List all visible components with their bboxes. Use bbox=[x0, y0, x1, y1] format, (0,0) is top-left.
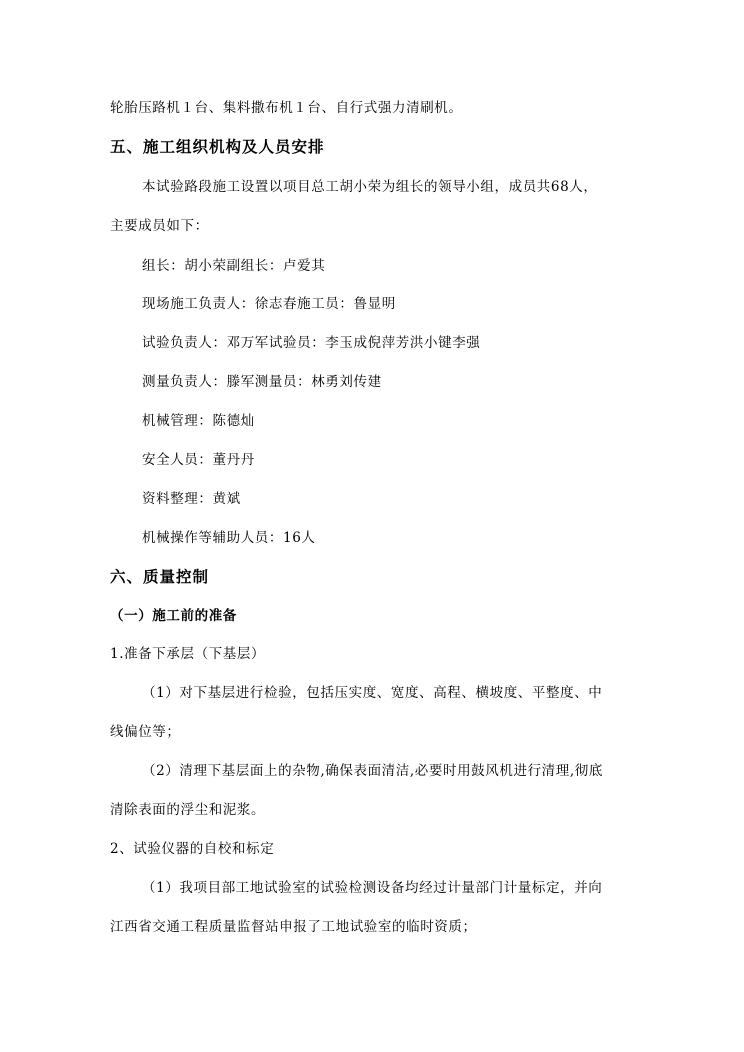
text-line: 现场施工负责人：徐志春施工员：鲁显明 bbox=[142, 296, 396, 312]
text-line: 主要成员如下： bbox=[110, 218, 209, 234]
text-line: 安全人员：董丹丹 bbox=[142, 452, 255, 468]
text-line: 线偏位等； bbox=[110, 724, 181, 740]
section-heading: 五、施工组织机构及人员安排 bbox=[110, 137, 325, 156]
text-line: （2）清理下基层面上的杂物,确保表面清洁,必要时用鼓风机进行清理,彻底 bbox=[142, 763, 603, 779]
text-line: 测量负责人：滕军测量员：林勇刘传建 bbox=[142, 374, 382, 390]
text-line: （1）我项目部工地试验室的试验检测设备均经过计量部门计量标定，并向 bbox=[142, 880, 603, 896]
text-line: 机械管理：陈德灿 bbox=[142, 413, 255, 429]
text-line: 本试验路段施工设置以项目总工胡小荣为组长的领导小组，成员共68人， bbox=[142, 179, 598, 195]
text-line: 资料整理：黄斌 bbox=[142, 491, 241, 507]
text-line: 2、试验仪器的自校和标定 bbox=[110, 841, 275, 857]
text-line: 试验负责人：邓万军试验员：李玉成倪萍芳洪小键李强 bbox=[142, 335, 481, 351]
text-line: 组长：胡小荣副组长：卢爱其 bbox=[142, 258, 326, 274]
text-line: 1.准备下承层（下基层） bbox=[110, 646, 266, 662]
text-line: 清除表面的浮尘和泥浆。 bbox=[110, 802, 266, 818]
section-heading: 六、质量控制 bbox=[110, 567, 210, 586]
subsection-heading: （一）施工前的准备 bbox=[110, 608, 237, 624]
text-line: 江西省交通工程质量监督站申报了工地试验室的临时资质； bbox=[110, 919, 477, 935]
text-line: （1）对下基层进行检验，包括压实度、宽度、高程、横坡度、平整度、中 bbox=[142, 685, 603, 701]
text-line: 轮胎压路机１台、集料撒布机１台、自行式强力清刷机。 bbox=[110, 100, 463, 116]
text-line: 机械操作等辅助人员：16人 bbox=[142, 530, 316, 546]
